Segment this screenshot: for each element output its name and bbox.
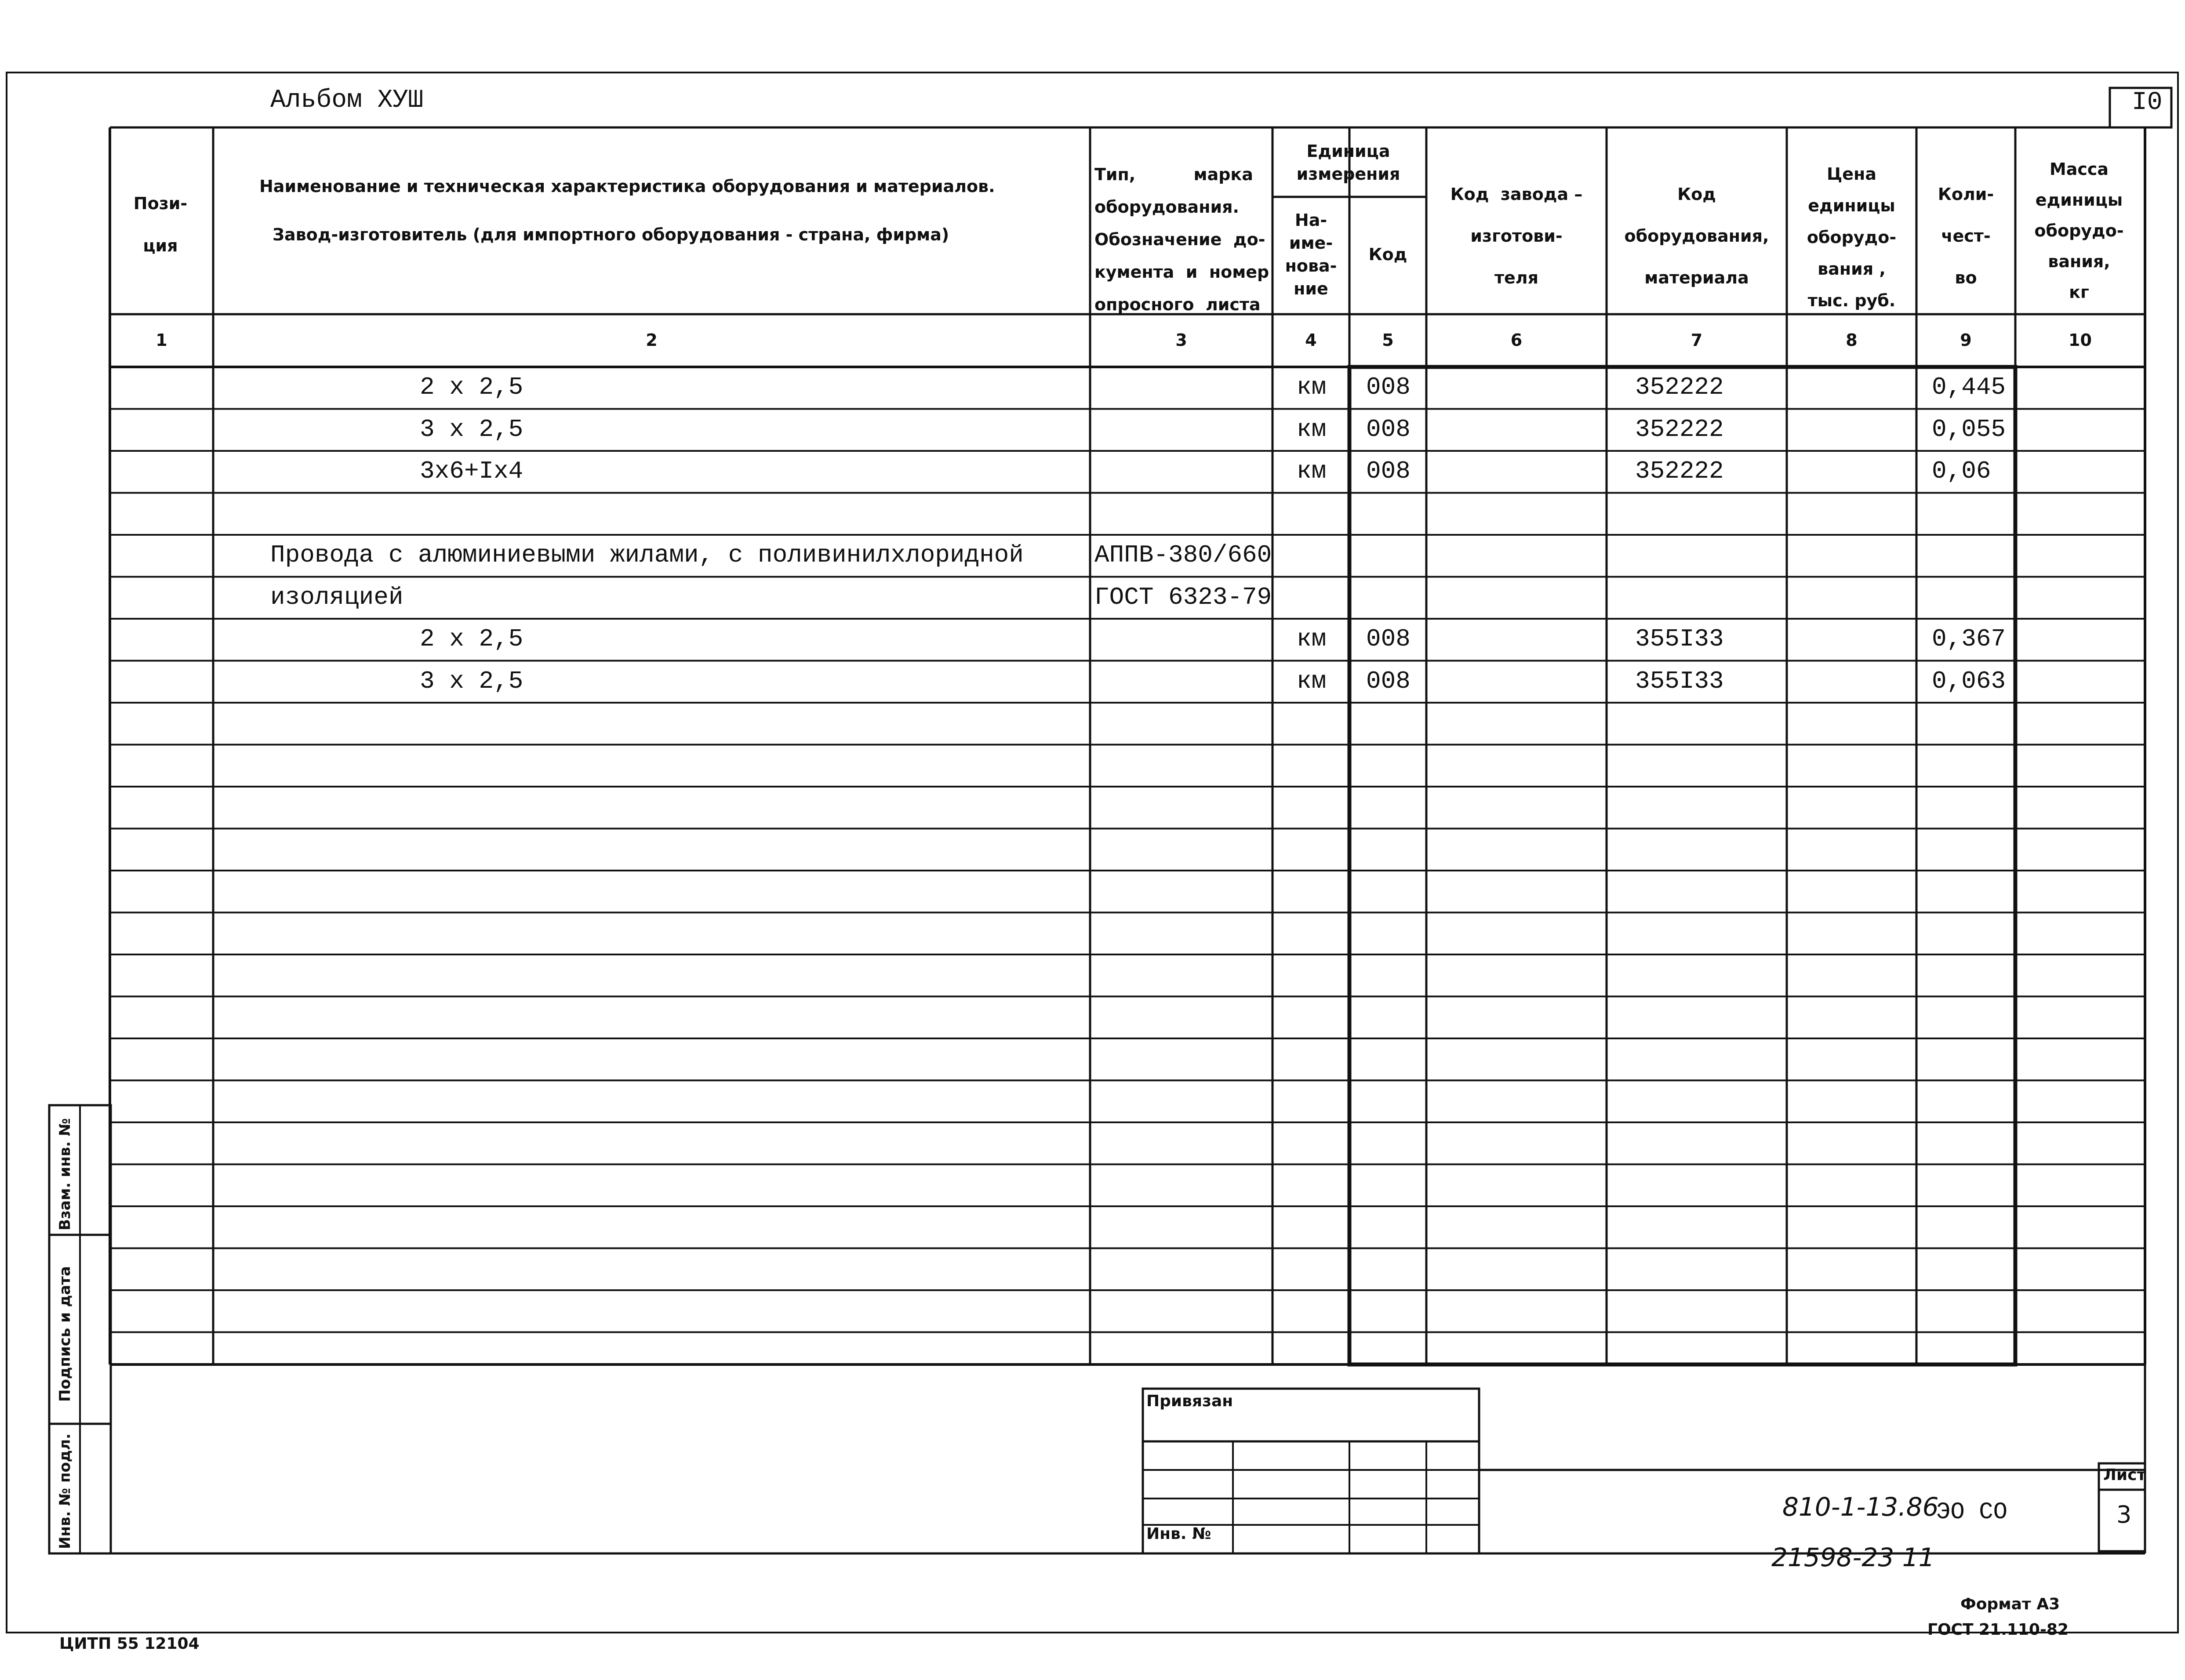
hdr-price-line: вания , xyxy=(1818,259,1886,279)
header-maker: Завод-изготовитель (для импортного оборудования - страна, фирма) xyxy=(273,225,949,244)
row-equip: 352222 xyxy=(1635,373,1724,401)
album-title: Альбом ХУШ xyxy=(270,86,424,115)
row-code: 008 xyxy=(1366,373,1411,401)
row-name: изоляцией xyxy=(270,583,404,611)
column-number-2: 2 xyxy=(646,330,658,350)
row-unit: км xyxy=(1297,415,1327,443)
page-corner-number: I0 xyxy=(2132,88,2163,117)
row-equip: 355I33 xyxy=(1635,667,1724,695)
hdr-qty-line: во xyxy=(1955,268,1977,287)
column-number-7: 7 xyxy=(1691,330,1703,350)
hdr-unitname-line: На- xyxy=(1294,210,1327,230)
row-equip: 355I33 xyxy=(1635,625,1724,653)
row-code: 008 xyxy=(1366,667,1411,695)
row-name: Провода с алюминиевыми жилами, с поливинилхлоридной xyxy=(270,541,1024,569)
header-mass xyxy=(2015,154,2143,308)
row-type: АППВ-380/660 xyxy=(1094,541,1272,569)
format-label: Формат А3 xyxy=(1960,1595,2060,1613)
hdr-mass-line: Масса xyxy=(2049,160,2109,179)
row-qty: 0,445 xyxy=(1932,373,2006,401)
column-number-5: 5 xyxy=(1382,330,1394,350)
hdr-qty-line: Коли- xyxy=(1938,185,1994,204)
hdr-mass-line: единицы xyxy=(2035,190,2123,210)
sheet-number: 3 xyxy=(2116,1501,2132,1528)
hdr-mass-line: кг xyxy=(2069,283,2089,302)
hdr-unitname-line: нова- xyxy=(1285,256,1337,276)
header-unit-group xyxy=(1272,140,1424,185)
stamp-bound-label: Привязан xyxy=(1146,1392,1233,1410)
printer-label: ЦИТП 55 12104 xyxy=(59,1635,200,1653)
row-qty: 0,063 xyxy=(1932,667,2006,695)
row-unit: км xyxy=(1297,373,1327,401)
row-unit: км xyxy=(1297,667,1327,695)
header-name: Наименование и техническая характеристика оборудования и материалов. xyxy=(259,177,995,196)
column-number-10: 10 xyxy=(2069,330,2092,350)
row-code: 008 xyxy=(1366,457,1411,485)
row-equip: 352222 xyxy=(1635,415,1724,443)
sheet-label: Лист xyxy=(2103,1466,2146,1484)
hdr-factory-line: изготови- xyxy=(1470,226,1563,246)
header-type xyxy=(1094,158,1270,321)
hdr-price-line: единицы xyxy=(1808,196,1895,215)
row-name: 3 х 2,5 xyxy=(420,415,524,443)
hdr-qty-line: чест- xyxy=(1941,226,1991,246)
header-unit-code: Код xyxy=(1368,245,1407,264)
hdr-equip-line: материала xyxy=(1644,268,1749,287)
row-name: 3 х 2,5 xyxy=(420,667,524,695)
gost-label: ГОСТ 21.110-82 xyxy=(1927,1621,2069,1639)
row-qty: 0,06 xyxy=(1932,457,1991,485)
row-qty: 0,055 xyxy=(1932,415,2006,443)
archive-number-handwritten: 21598-23 11 xyxy=(1771,1542,1935,1572)
hdr-price-line: тыс. руб. xyxy=(1807,291,1896,310)
row-unit: км xyxy=(1297,457,1327,485)
header-factory-code xyxy=(1426,174,1607,299)
column-number-3: 3 xyxy=(1175,330,1187,350)
hdr-mass-line: вания, xyxy=(2048,252,2110,271)
row-qty: 0,367 xyxy=(1932,625,2006,653)
row-name: 3х6+Iх4 xyxy=(420,457,524,485)
row-code: 008 xyxy=(1366,415,1411,443)
hdr-type-line: Тип, марка xyxy=(1094,165,1253,184)
stamp-inv-label: Инв. № xyxy=(1146,1525,1211,1543)
hdr-type-line: кумента и номер xyxy=(1094,262,1269,282)
hdr-type-line: оборудования. xyxy=(1094,197,1239,217)
header-unit-name xyxy=(1272,209,1349,300)
header-equipment-code xyxy=(1607,174,1787,299)
hdr-unitname-line: име- xyxy=(1289,233,1333,253)
row-name: 2 х 2,5 xyxy=(420,373,524,401)
document-code-handwritten: 810-1-13.86 xyxy=(1782,1492,1939,1522)
side-label-signature-date: Подпись и дата xyxy=(56,1266,74,1402)
column-number-8: 8 xyxy=(1846,330,1858,350)
hdr-factory-line: Код завода – xyxy=(1450,185,1583,204)
row-code: 008 xyxy=(1366,625,1411,653)
hdr-price-line: Цена xyxy=(1827,164,1876,184)
header-price xyxy=(1787,158,1916,316)
row-name: 2 х 2,5 xyxy=(420,625,524,653)
document-code-printed: ЭО СО xyxy=(1936,1499,2008,1526)
hdr-factory-line: теля xyxy=(1494,268,1539,287)
hdr-type-line: Обозначение до- xyxy=(1094,230,1265,249)
side-label-inv-original: Инв. № подл. xyxy=(56,1433,74,1549)
row-type: ГОСТ 6323-79 xyxy=(1094,583,1272,611)
hdr-type-line: опросного листа xyxy=(1094,295,1261,314)
row-equip: 352222 xyxy=(1635,457,1724,485)
header-quantity xyxy=(1916,174,2015,299)
hdr-price-line: оборудо- xyxy=(1807,228,1897,247)
hdr-equip-line: Код xyxy=(1677,185,1716,204)
hdr-unitgroup-line: Единица xyxy=(1306,142,1390,161)
hdr-mass-line: оборудо- xyxy=(2034,221,2124,240)
hdr-unitname-line: ние xyxy=(1294,279,1328,298)
column-number-9: 9 xyxy=(1960,330,1972,350)
hdr-equip-line: оборудования, xyxy=(1624,226,1769,246)
row-unit: км xyxy=(1297,625,1327,653)
column-number-4: 4 xyxy=(1305,330,1317,350)
column-number-1: 1 xyxy=(156,330,167,350)
side-label-replace-inv: Взам. инв. № xyxy=(56,1118,74,1230)
hdr-unitgroup-line: измерения xyxy=(1296,164,1400,184)
header-position: Пози- ция xyxy=(133,194,188,255)
column-number-6: 6 xyxy=(1510,330,1523,350)
